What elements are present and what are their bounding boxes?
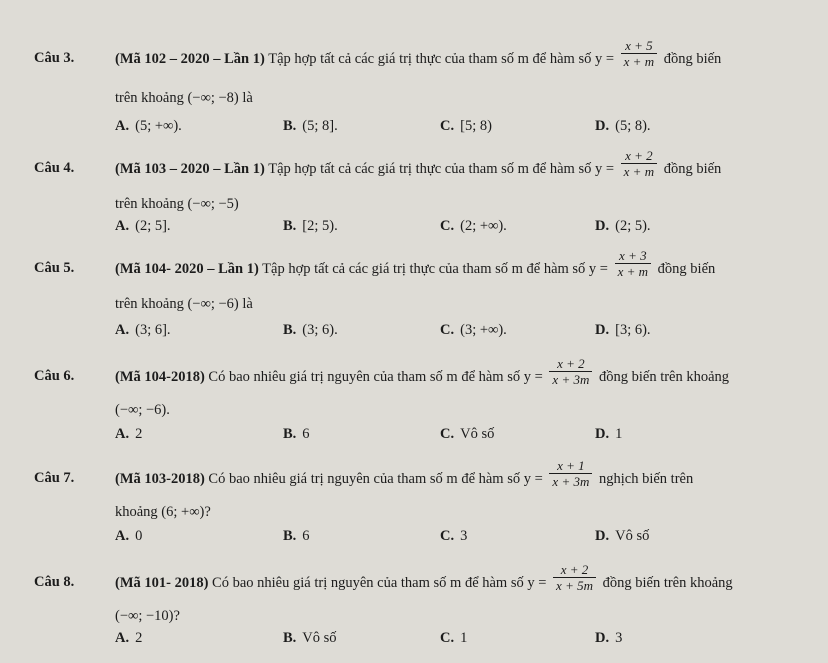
function-fraction bbox=[553, 562, 596, 593]
option-b[interactable]: B. Vô số bbox=[283, 630, 337, 646]
question-text: Tập hợp tất cả các giá trị thực của tham số m để hàm số y = bbox=[268, 50, 615, 67]
option-b[interactable]: B. (5; 8]. bbox=[283, 118, 338, 134]
question-interval: trên khoảng (−∞; −8) là bbox=[115, 90, 253, 106]
fraction-denominator: x + 3m bbox=[552, 372, 590, 387]
fraction-numerator: x + 3 bbox=[615, 248, 651, 264]
option-a[interactable]: A. 2 bbox=[115, 630, 143, 646]
question-interval: (−∞; −6). bbox=[115, 402, 170, 418]
fraction-denominator: x + 3m bbox=[552, 474, 590, 489]
option-d[interactable]: D. (2; 5). bbox=[595, 218, 651, 234]
fraction-denominator: x + m bbox=[623, 164, 655, 179]
option-d[interactable]: D. 1 bbox=[595, 426, 623, 442]
exam-code: (Mã 103-2018) bbox=[115, 470, 205, 487]
option-c[interactable]: C. 1 bbox=[440, 630, 468, 646]
fraction-denominator: x + m bbox=[617, 264, 649, 279]
function-fraction bbox=[621, 148, 657, 179]
question-tail: đồng biến bbox=[663, 50, 722, 67]
question-number: Câu 4. bbox=[34, 160, 75, 176]
option-a[interactable]: A. (3; 6]. bbox=[115, 322, 171, 338]
function-fraction bbox=[549, 356, 592, 387]
function-fraction bbox=[549, 458, 592, 489]
question-number: Câu 6. bbox=[34, 368, 75, 384]
question-tail: đồng biến trên khoảng bbox=[598, 368, 730, 385]
option-c[interactable]: C. Vô số bbox=[440, 426, 495, 442]
question-interval: khoảng (6; +∞)? bbox=[115, 504, 211, 520]
option-b[interactable]: B. 6 bbox=[283, 528, 310, 544]
fraction-denominator: x + m bbox=[623, 54, 655, 69]
question-text: Tập hợp tất cả các giá trị thực của tham số m để hàm số y = bbox=[262, 260, 608, 277]
option-b[interactable]: B. 6 bbox=[283, 426, 310, 442]
exam-code: (Mã 104- 2020 – Lần 1) bbox=[115, 260, 259, 277]
exam-code: (Mã 101- 2018) bbox=[115, 574, 209, 591]
question-tail: đồng biến trên khoảng bbox=[602, 574, 733, 591]
option-c[interactable]: C. 3 bbox=[440, 528, 468, 544]
function-fraction bbox=[621, 38, 657, 69]
question-stem bbox=[115, 458, 694, 489]
exam-code: (Mã 104-2018) bbox=[115, 368, 205, 385]
question-interval: (−∞; −10)? bbox=[115, 608, 180, 624]
option-a[interactable]: A. (2; 5]. bbox=[115, 218, 171, 234]
question-number: Câu 5. bbox=[34, 260, 75, 276]
exam-code: (Mã 103 – 2020 – Lần 1) bbox=[115, 160, 265, 177]
question-number: Câu 8. bbox=[34, 574, 75, 590]
question-interval: trên khoảng (−∞; −6) là bbox=[115, 296, 253, 312]
option-d[interactable]: D. (5; 8). bbox=[595, 118, 651, 134]
question-tail: đồng biến bbox=[657, 260, 716, 277]
question-number: Câu 7. bbox=[34, 470, 75, 486]
question-tail: nghịch biến trên bbox=[598, 470, 694, 487]
option-a[interactable]: A. 2 bbox=[115, 426, 143, 442]
fraction-numerator: x + 2 bbox=[553, 562, 596, 578]
option-b[interactable]: B. [2; 5). bbox=[283, 218, 338, 234]
option-c[interactable]: C. (2; +∞). bbox=[440, 218, 507, 234]
function-fraction bbox=[615, 248, 651, 279]
option-a[interactable]: A. (5; +∞). bbox=[115, 118, 182, 134]
option-a[interactable]: A. 0 bbox=[115, 528, 143, 544]
question-interval: trên khoảng (−∞; −5) bbox=[115, 196, 239, 212]
option-c[interactable]: C. [5; 8) bbox=[440, 118, 492, 134]
question-stem bbox=[115, 562, 733, 593]
fraction-numerator: x + 5 bbox=[621, 38, 657, 54]
option-d[interactable]: D. Vô số bbox=[595, 528, 650, 544]
fraction-numerator: x + 2 bbox=[549, 356, 592, 372]
option-b[interactable]: B. (3; 6). bbox=[283, 322, 338, 338]
question-text: Có bao nhiêu giá trị nguyên của tham số m để hàm số y = bbox=[208, 470, 543, 487]
question-text: Có bao nhiêu giá trị nguyên của tham số m để hàm số y = bbox=[208, 368, 543, 385]
question-stem bbox=[115, 248, 716, 279]
question-tail: đồng biến bbox=[663, 160, 722, 177]
question-text: Có bao nhiêu giá trị nguyên của tham số m để hàm số y = bbox=[212, 574, 547, 591]
fraction-denominator: x + 5m bbox=[556, 578, 593, 593]
fraction-numerator: x + 2 bbox=[621, 148, 657, 164]
question-stem bbox=[115, 148, 722, 179]
option-d[interactable]: D. 3 bbox=[595, 630, 623, 646]
option-c[interactable]: C. (3; +∞). bbox=[440, 322, 507, 338]
exam-code: (Mã 102 – 2020 – Lần 1) bbox=[115, 50, 265, 67]
question-stem bbox=[115, 356, 730, 387]
question-stem bbox=[115, 38, 722, 69]
option-d[interactable]: D. [3; 6). bbox=[595, 322, 651, 338]
fraction-numerator: x + 1 bbox=[549, 458, 592, 474]
question-text: Tập hợp tất cả các giá trị thực của tham số m để hàm số y = bbox=[268, 160, 615, 177]
question-number: Câu 3. bbox=[34, 50, 75, 66]
